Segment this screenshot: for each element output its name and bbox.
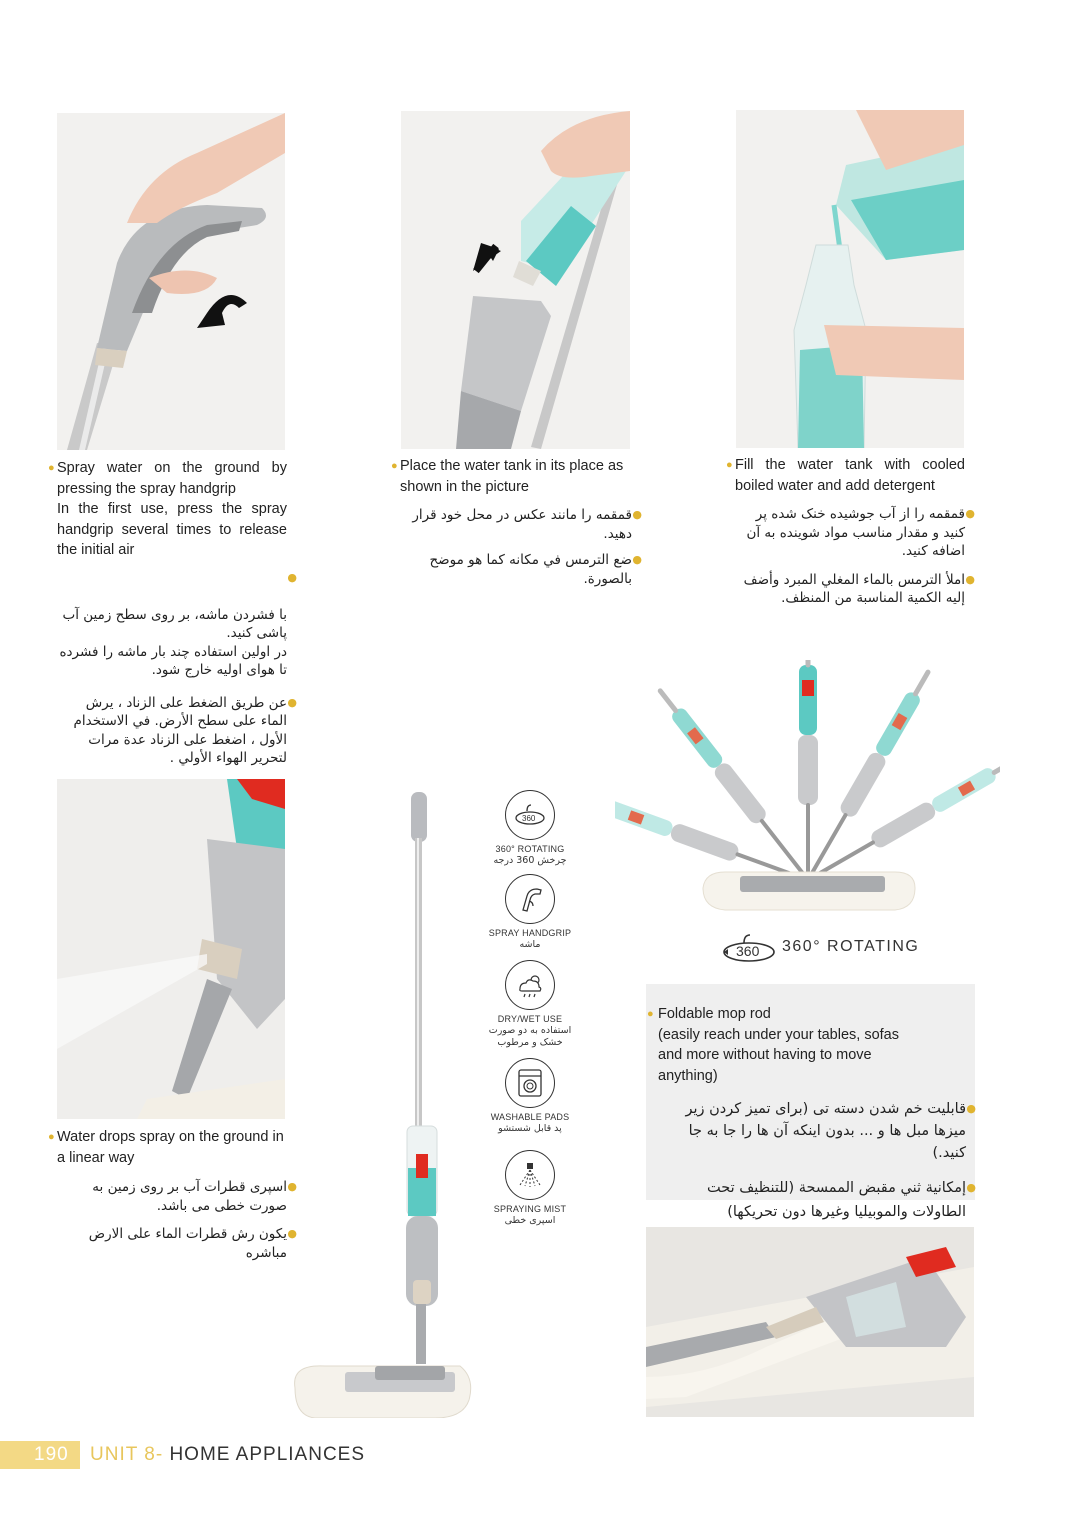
foldable-fa-text: قابلیت خم شدن دسته تی (برای تمیز کردن زیر میزها مبل ها و ... بدون اینکه آن ها را جا به جا کنید.) [685,1101,966,1161]
feature-handgrip [485,874,575,951]
tank-placement-photo [401,111,630,449]
mop-under-furniture-photo [646,1227,974,1417]
rotating-label [722,930,919,964]
bullet-icon: ● [965,507,975,520]
bullet-icon: ● [726,459,733,471]
feature-label-fa: پد قابل شستشو [498,1123,562,1134]
bullet-icon: ● [391,460,398,472]
rotating-mop-illustration [615,660,1000,920]
bullet-icon: ● [48,1131,55,1143]
tank-step-fa-text: قمقمه را مانند عکس در محل خود قرار دهید. [412,507,632,542]
spray-mop-product-image [285,788,475,1418]
rotate-badge-text: 360 [736,943,760,959]
unit-label: UNIT 8- [90,1444,164,1465]
bullet-icon: ● [287,695,297,709]
fill-step-en [726,455,965,496]
svg-text:360: 360 [522,814,536,823]
drops-step-en [48,1127,287,1168]
spray-step-en [48,458,287,561]
section-label: HOME APPLIANCES [169,1444,366,1465]
feature-label-fa: چرخش 360 درجه [493,855,567,866]
feature-label-fa: استفاده به دو صورت خشک و مرطوب [488,1025,572,1048]
bullet-icon: ● [965,572,975,586]
drops-step-fa-text: اسپری قطرات آب بر روی زمین به صورت خطی می باشد. [92,1179,287,1214]
rotate-360-icon [505,790,555,840]
feature-label-fa: اسپری خطی [504,1215,556,1226]
feature-mist [485,1150,575,1227]
feature-label-en: DRY/WET USE [497,1014,563,1024]
spray-step-fa-text: با فشردن ماشه، بر روی سطح زمین آب پاشی کنید. در اولین استفاده چند بار ماشه را فشرده تا هوای اولیه خارج شود. [59,606,287,678]
rotating-label-text: 360° ROTATING [782,938,920,955]
feature-label-en: 360° ROTATING [495,844,565,854]
feature-rotating [485,790,575,867]
feature-label-en: SPRAY HANDGRIP [488,928,572,938]
foldable-body: (easily reach under your tables, sofas and more without having to move anything) [658,1026,899,1084]
spray-step-en-text: Spray water on the ground by pressing the spray handgrip In the first use, press the spray handgrip several times to release the initial air [57,460,287,558]
linear-spray-photo [57,779,285,1119]
bullet-icon: ● [287,1180,297,1193]
fill-tank-photo [736,110,964,448]
feature-icon-list [485,790,575,1230]
feature-washable [485,1058,575,1135]
tank-step-ar-text: ضع الترمس في مكانه كما هو موضح بالصورة. [429,552,632,587]
spray-step-fa [57,569,297,680]
washing-machine-icon [505,1058,555,1108]
feature-label-en: WASHABLE PADS [490,1112,570,1122]
bullet-icon: ● [632,508,642,521]
bullet-icon: ● [966,1181,976,1194]
feature-label-en: SPRAYING MIST [493,1204,567,1214]
bullet-icon: ● [48,462,55,474]
fill-step-en-text: Fill the water tank with cooled boiled water and add detergent [735,457,965,494]
bullet-icon: ● [647,1008,654,1020]
drops-step-ar [57,1225,297,1262]
unit-heading [90,1444,365,1466]
spray-handgrip-icon [505,874,555,924]
foldable-ar-text: إمكانية ثني مقبض الممسحة (للتنظيف تحت الطاولات والموبيليا وغيرها دون تحريكها) [706,1180,966,1220]
bullet-icon: ● [287,570,297,584]
page-number: 190 [34,1444,69,1465]
fill-step-ar [735,571,975,608]
foldable-en [647,1004,966,1086]
spraying-mist-icon [505,1150,555,1200]
rotate-360-icon [722,933,776,961]
feature-label-fa: ماشه [519,939,541,950]
bullet-icon: ● [966,1102,976,1115]
foldable-title: Foldable mop rod [658,1006,771,1022]
drops-step-fa [57,1178,297,1215]
spray-step-ar [57,694,297,768]
foldable-ar [656,1176,976,1224]
drops-step-ar-text: يكون رش قطرات الماء على الارض مباشره [88,1226,287,1261]
tank-step-en [391,456,632,497]
bullet-icon: ● [632,553,642,566]
tank-step-fa [400,506,642,543]
tank-step-ar [400,551,642,588]
fill-step-fa [735,505,975,561]
fill-step-ar-text: املأ الترمس بالماء المغلي المبرد وأضف إليه الكمية المناسبة من المنظف. [743,571,965,606]
tank-step-en-text: Place the water tank in its place as shown in the picture [400,458,624,495]
spray-handgrip-photo [57,113,285,450]
foldable-fa [656,1098,976,1164]
spray-step-ar-text: عن طريق الضغط على الزناد ، يرش الماء على سطح الأرض. في الاستخدام الأول ، اضغط على الزناد عدة مرات لتحرير الهواء الأولي . [73,694,287,766]
dry-wet-icon [505,960,555,1010]
feature-dry-wet [485,960,575,1049]
bullet-icon: ● [287,1227,297,1240]
drops-step-en-text: Water drops spray on the ground in a linear way [57,1129,284,1166]
fill-step-fa-text: قمقمه را از آب جوشیده خنک شده پر کنید و مقدار مناسب مواد شوینده به آن اضافه کنید. [746,506,965,559]
